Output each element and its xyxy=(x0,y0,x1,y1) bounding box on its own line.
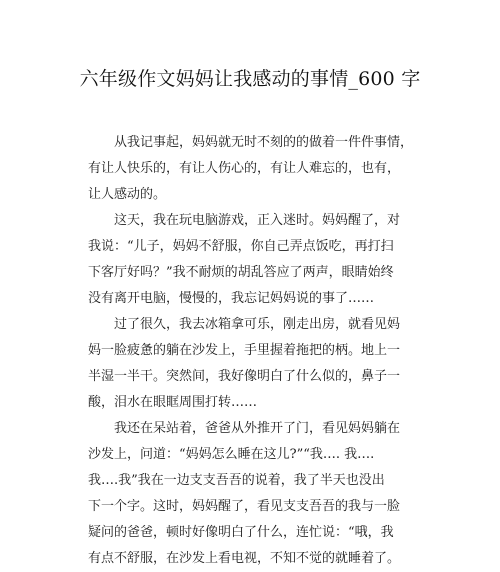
paragraph xyxy=(88,130,428,208)
text-line: 这天，我在玩电脑游戏，正入迷时。妈妈醒了，对 xyxy=(114,213,401,228)
text-line: 妈一脸疲惫的躺在沙发上，手里握着拖把的柄。地上一 xyxy=(88,343,401,358)
text-line: 疑问的爸爸，顿时好像明白了什么，连忙说：“哦，我 xyxy=(88,525,394,540)
text-line: 我还在呆站着，爸爸从外推开了门，看见妈妈躺在 xyxy=(114,421,401,436)
text-line: 有点不舒服，在沙发上看电视，不知不觉的就睡着了。 xyxy=(88,551,401,566)
text-line: 我说：“儿子，妈妈不舒服，你自己弄点饭吃，再打扫 xyxy=(88,239,394,254)
text-line: 酸，泪水在眼眶周围打转…… xyxy=(88,395,258,410)
text-line: 半湿一半干。突然间，我好像明白了什么似的，鼻子一 xyxy=(88,369,401,384)
text-line: 从我记事起，妈妈就无时不刻的的做着一件件事情， xyxy=(114,135,414,150)
text-line: 下一个字。这时，妈妈醒了，看见支支吾吾的我与一脸 xyxy=(88,499,401,514)
text-line: 沙发上，问道：“妈妈怎么睡在这儿?”“我…. 我…. xyxy=(88,447,375,462)
paragraph xyxy=(88,208,428,312)
paragraph xyxy=(88,416,428,572)
text-line: 有让人快乐的，有让人伤心的，有让人难忘的，也有， xyxy=(88,161,401,176)
document-body xyxy=(88,130,428,572)
document-title: 六年级作文妈妈让我感动的事情_600 字 xyxy=(79,68,421,90)
text-line: 下客厅好吗？”我不耐烦的胡乱答应了两声，眼睛始终 xyxy=(88,265,394,280)
paragraph xyxy=(88,312,428,416)
text-line: 让人感动的。 xyxy=(88,187,167,202)
text-line: 我….我”我在一边支支吾吾的说着，我了半天也没出 xyxy=(88,473,385,488)
text-line: 没有离开电脑，慢慢的，我忘记妈妈说的事了…… xyxy=(88,291,375,306)
text-line: 过了很久，我去冰箱拿可乐，刚走出房，就看见妈 xyxy=(114,317,401,332)
